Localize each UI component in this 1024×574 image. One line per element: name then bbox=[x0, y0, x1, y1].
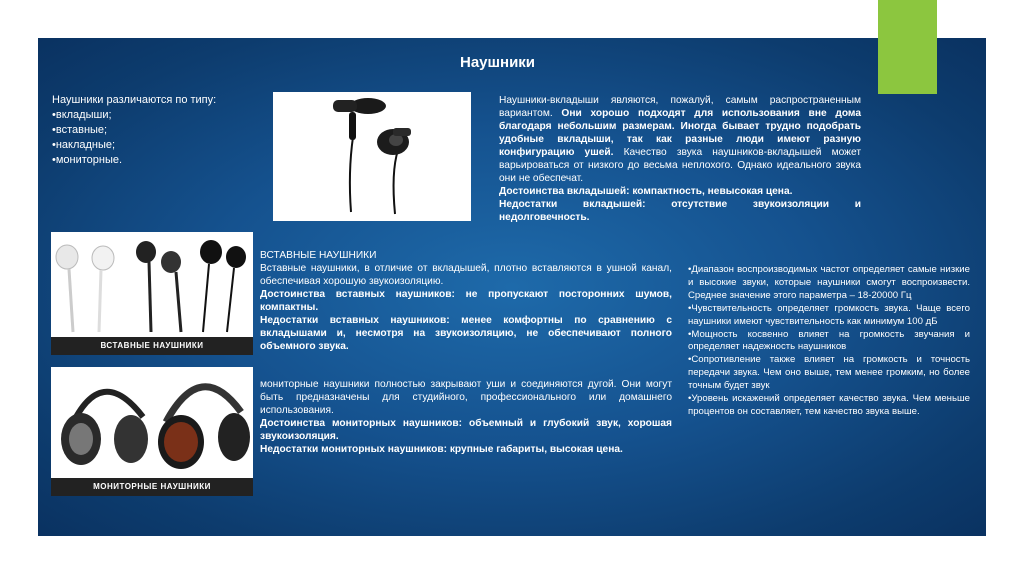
inear-quality-text: Качество звука наушников-вкладышей может варьироваться от низкого до весьма неплохого. Однако идеального звука они не обеспечат. bbox=[499, 147, 861, 184]
types-item: •накладные; bbox=[52, 139, 116, 151]
specs-list bbox=[688, 264, 970, 419]
spec-item: •Диапазон воспроизводимых частот определяет самые низкие и высокие звуки, которые наушники смогут воспроизвести. Среднее значение этого параметра – 18-20000 Гц bbox=[688, 264, 970, 301]
spec-item: •Мощность косвенно влияет на громкость звучания и определяет надежность наушников bbox=[688, 328, 970, 353]
insert-cons: Недостатки вставных наушников: менее комфортны по сравнению с вкладышами и, несмотря на звукоизоляцию, не обеспечивают полного объемного звука. bbox=[260, 315, 672, 352]
earbuds-image bbox=[273, 92, 471, 221]
insert-heading: ВСТАВНЫЕ НАУШНИКИ bbox=[260, 250, 377, 261]
insert-caption: ВСТАВНЫЕ НАУШНИКИ bbox=[51, 337, 253, 355]
slide-title: Наушники bbox=[460, 54, 536, 71]
inear-pros: Достоинства вкладышей: компактность, невысокая цена. bbox=[499, 186, 793, 197]
types-item: •мониторные. bbox=[52, 154, 123, 166]
monitor-body: мониторные наушники полностью закрывают уши и соединяются дугой. Они могут быть предназначены для студийного, профессионального или домашнего использования. bbox=[260, 379, 672, 416]
inear-intro: Наушники-вкладыши являются, пожалуй, самым распространенным вариантом. bbox=[499, 95, 861, 119]
inear-description bbox=[499, 94, 861, 224]
insert-description bbox=[260, 249, 672, 353]
insert-pros: Достоинства вставных наушников: не пропускают посторонних шумов, компактны. bbox=[260, 289, 672, 313]
monitor-caption: МОНИТОРНЫЕ НАУШНИКИ bbox=[51, 478, 253, 496]
types-list bbox=[52, 93, 252, 168]
inear-cons: Недостатки вкладышей: отсутствие звукоизоляции и недолговечность. bbox=[499, 199, 861, 223]
spec-item: •Чувствительность определяет громкость звука. Чаще всего наушники имеют чувствительность как минимум 100 дБ bbox=[688, 302, 970, 327]
green-accent-bar bbox=[878, 0, 937, 94]
inear-bold-text: Они хорошо подходят для использования вне дома благодаря небольшим размерам. Иногда бывает трудно подобрать удобные вкладыши, так как разные люди имеют разную конфигурацию ушей. bbox=[499, 108, 861, 158]
types-item: •вставные; bbox=[52, 124, 108, 136]
types-item: •вкладыши; bbox=[52, 109, 112, 121]
monitor-description bbox=[260, 378, 672, 456]
monitor-headphones-image bbox=[51, 367, 253, 496]
spec-item: •Сопротивление также влияет на громкость и точность передачи звука. Чем оно выше, тем менее громким, но более точным будет звук bbox=[688, 354, 970, 392]
types-heading: Наушники различаются по типу: bbox=[52, 94, 217, 106]
monitor-cons: Недостатки мониторных наушников: крупные габариты, высокая цена. bbox=[260, 444, 623, 455]
insert-body: Вставные наушники, в отличие от вкладышей, плотно вставляются в ушной канал, обеспечивая хорошую звукоизоляцию. bbox=[260, 263, 672, 287]
spec-item: •Уровень искажений определяет качество звука. Чем меньше процентов он составляет, тем качество звука выше. bbox=[688, 393, 970, 417]
monitor-pros: Достоинства мониторных наушников: объемный и глубокий звук, хорошая звукоизоляция. bbox=[260, 418, 672, 442]
insert-earphones-image bbox=[51, 232, 253, 355]
